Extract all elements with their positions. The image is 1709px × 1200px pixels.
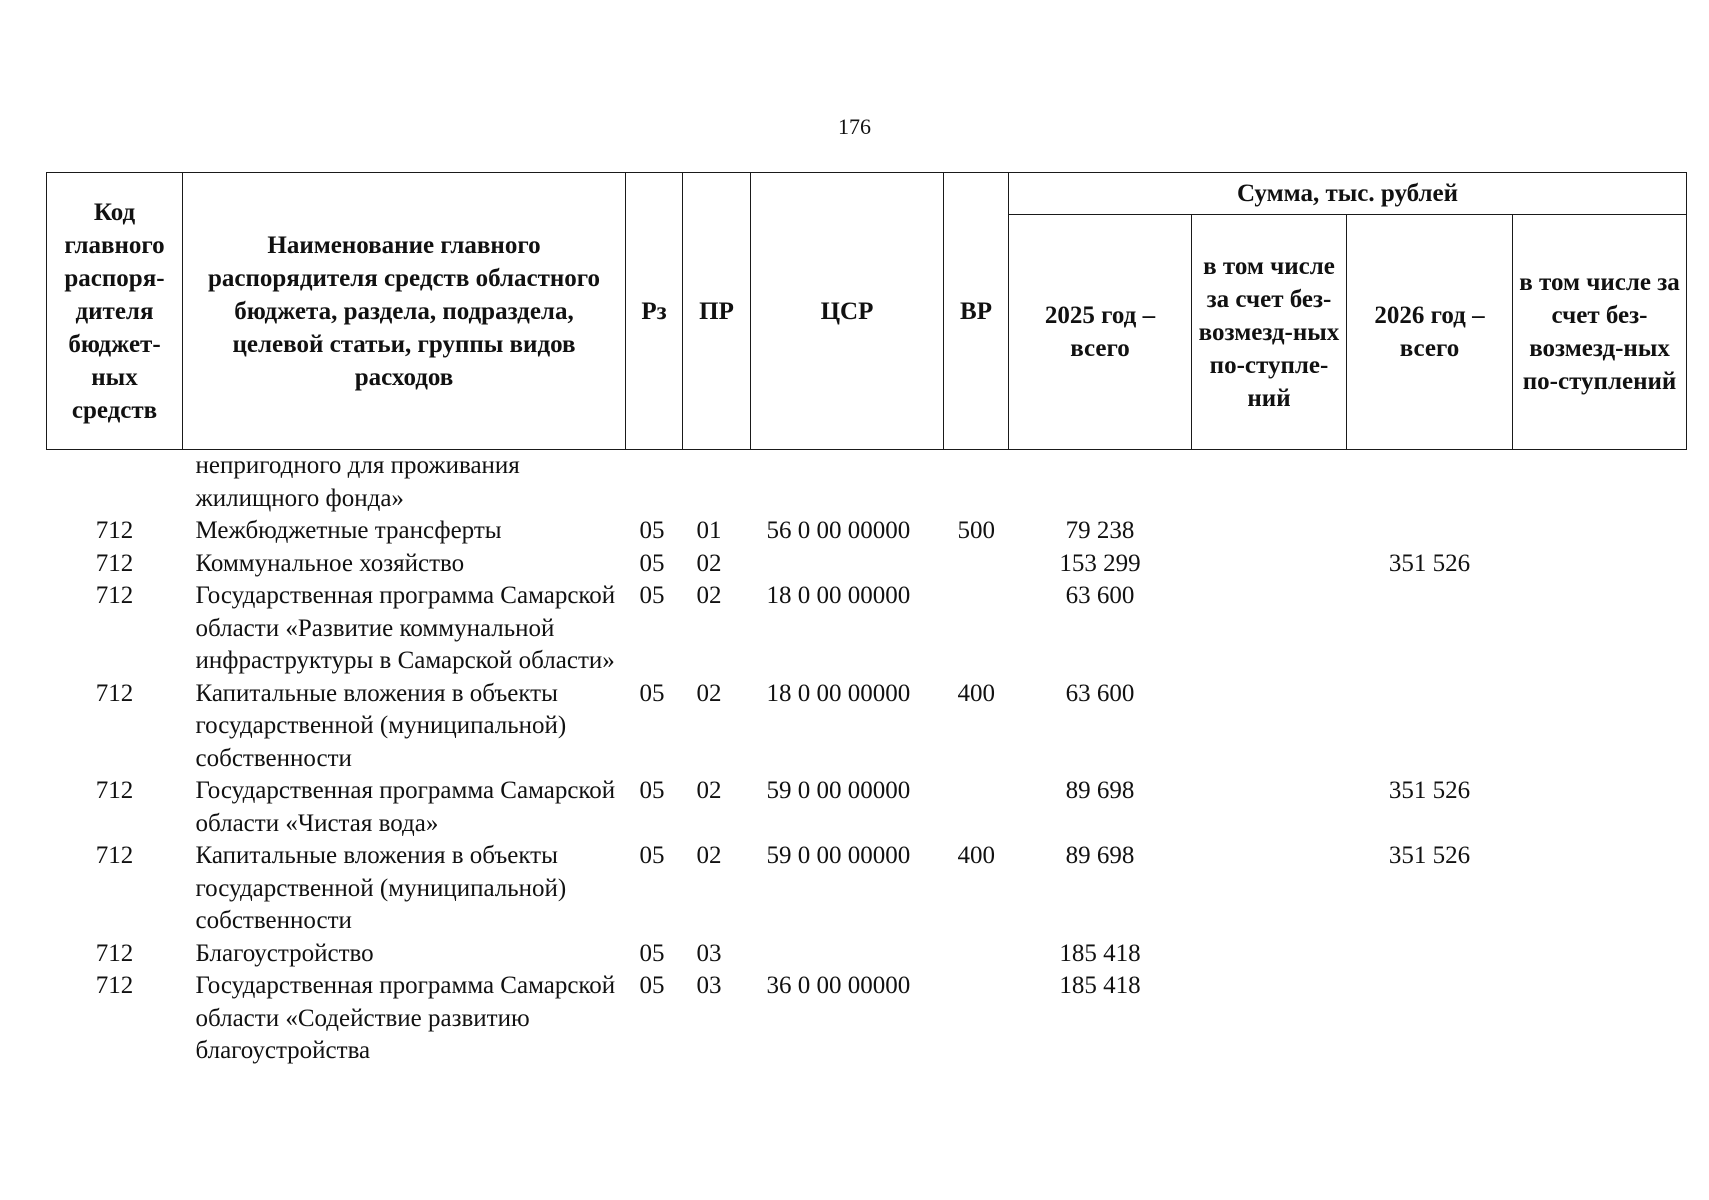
header-2025-grants: в том числе за счет без-возмезд-ных по-ступле-ний	[1192, 215, 1347, 450]
page-number: 176	[838, 114, 871, 139]
header-code: Код главного распоря-дителя бюджет-ных средств	[47, 173, 183, 450]
row-grant-2026	[1513, 970, 1687, 1068]
row-vr	[944, 970, 1009, 1068]
header-pr: ПР	[683, 173, 751, 450]
row-pr: 02	[696, 842, 722, 869]
row-code: 712	[95, 939, 134, 967]
row-sum-2026: 351 526	[1388, 842, 1471, 869]
row-rz: 05	[639, 842, 665, 869]
row-pr	[683, 450, 751, 516]
row-code: 712	[95, 517, 134, 544]
table-header	[47, 173, 1687, 450]
row-sum-2026	[1347, 970, 1513, 1068]
header-vr: ВР	[944, 173, 1009, 450]
row-code: 712	[95, 549, 134, 577]
header-2025-total: 2025 год – всего	[1009, 215, 1192, 450]
table-row	[47, 515, 1687, 548]
row-pr: 02	[696, 582, 722, 609]
row-grant-2025	[1192, 840, 1347, 938]
row-sum-2026	[1347, 450, 1513, 516]
row-sum-2025: 63 600	[1065, 582, 1135, 609]
row-sum-2025: 153 299	[1059, 549, 1141, 577]
row-name: Межбюджетные трансферты	[195, 517, 502, 544]
header-name: Наименование главного распорядителя средств областного бюджета, раздела, подраздела, целевой статьи, группы видов расходов	[183, 173, 626, 450]
row-code: 712	[95, 679, 134, 707]
row-grant-2026	[1513, 515, 1687, 548]
table-row	[47, 580, 1687, 678]
row-grant-2025	[1192, 580, 1347, 678]
header-2026-total: 2026 год – всего	[1347, 215, 1513, 450]
row-sum-2025: 89 698	[1065, 777, 1135, 804]
row-name: Коммунальное хозяйство	[195, 549, 465, 577]
header-csr: ЦСР	[751, 173, 944, 450]
row-csr: 59 0 00 00000	[766, 842, 911, 869]
row-vr	[944, 775, 1009, 840]
row-pr: 03	[696, 939, 722, 967]
row-pr: 01	[696, 517, 722, 544]
row-grant-2025	[1192, 515, 1347, 548]
row-sum-2025: 63 600	[1065, 679, 1135, 707]
row-sum-2025: 79 238	[1065, 517, 1135, 544]
row-csr: 59 0 00 00000	[766, 777, 911, 804]
row-grant-2025	[1192, 970, 1347, 1068]
row-grant-2026	[1513, 580, 1687, 678]
row-pr: 02	[696, 549, 722, 577]
row-vr	[944, 580, 1009, 678]
row-rz: 05	[639, 972, 665, 999]
row-pr: 03	[696, 972, 722, 999]
header-2026-grants: в том числе за счет без-возмезд-ных по-ступлений	[1513, 215, 1687, 450]
row-grant-2025	[1192, 775, 1347, 840]
budget-table	[46, 172, 1687, 1068]
table-row	[47, 970, 1687, 1068]
row-code: 712	[95, 582, 134, 609]
row-csr: 56 0 00 00000	[766, 517, 911, 544]
row-name: Благоустройство	[195, 939, 374, 967]
row-code	[47, 450, 183, 516]
row-rz: 05	[639, 517, 665, 544]
row-grant-2026	[1513, 938, 1687, 971]
row-name: непригодного для проживания жилищного фонда»	[195, 452, 520, 512]
row-grant-2026	[1513, 450, 1687, 516]
row-sum-2026	[1347, 678, 1513, 776]
header-sum-group: Сумма, тыс. рублей	[1009, 173, 1687, 215]
row-name: Государственная программа Самарской области «Развитие коммунальной инфраструктуры в Самарской области»	[195, 582, 616, 674]
row-sum-2026: 351 526	[1388, 777, 1471, 804]
row-csr	[751, 450, 944, 516]
row-pr: 02	[696, 679, 722, 707]
row-name: Государственная программа Самарской области «Содействие развитию благоустройства	[195, 972, 616, 1064]
row-grant-2026	[1513, 678, 1687, 776]
row-name: Капитальные вложения в объекты государственной (муниципальной) собственности	[195, 679, 567, 772]
row-code: 712	[95, 842, 134, 869]
row-grant-2026	[1513, 548, 1687, 581]
row-sum-2025	[1009, 450, 1192, 516]
row-vr	[944, 548, 1009, 581]
row-vr	[944, 938, 1009, 971]
row-sum-2026	[1347, 580, 1513, 678]
row-csr: 36 0 00 00000	[766, 972, 911, 999]
table-body	[47, 450, 1687, 1068]
row-code: 712	[95, 777, 134, 804]
row-rz: 05	[639, 549, 665, 577]
row-rz: 05	[639, 679, 665, 707]
table-row	[47, 775, 1687, 840]
row-vr: 500	[957, 517, 995, 544]
row-vr	[944, 450, 1009, 516]
row-sum-2026	[1347, 515, 1513, 548]
row-grant-2025	[1192, 938, 1347, 971]
row-pr: 02	[696, 777, 722, 804]
row-grant-2025	[1192, 678, 1347, 776]
row-name: Государственная программа Самарской области «Чистая вода»	[195, 777, 616, 837]
row-sum-2025: 185 418	[1059, 939, 1141, 967]
table-row	[47, 450, 1687, 516]
row-rz	[626, 450, 683, 516]
row-csr: 18 0 00 00000	[766, 679, 911, 707]
row-grant-2026	[1513, 840, 1687, 938]
row-rz: 05	[639, 939, 665, 967]
row-sum-2026: 351 526	[1388, 549, 1471, 577]
row-csr: 18 0 00 00000	[766, 582, 911, 609]
row-grant-2026	[1513, 775, 1687, 840]
table-row	[47, 678, 1687, 776]
row-rz: 05	[639, 777, 665, 804]
row-sum-2025: 89 698	[1065, 842, 1135, 869]
row-code: 712	[95, 972, 134, 999]
row-grant-2025	[1192, 450, 1347, 516]
table-row	[47, 840, 1687, 938]
row-rz: 05	[639, 582, 665, 609]
header-rz: Рз	[626, 173, 683, 450]
row-grant-2025	[1192, 548, 1347, 581]
row-sum-2025: 185 418	[1059, 972, 1141, 999]
row-name: Капитальные вложения в объекты государственной (муниципальной) собственности	[195, 842, 567, 934]
table-row	[47, 938, 1687, 971]
row-vr: 400	[957, 679, 995, 707]
row-vr: 400	[957, 842, 995, 869]
row-csr	[751, 548, 944, 581]
row-sum-2026	[1347, 938, 1513, 971]
row-csr	[751, 938, 944, 971]
table-row	[47, 548, 1687, 581]
